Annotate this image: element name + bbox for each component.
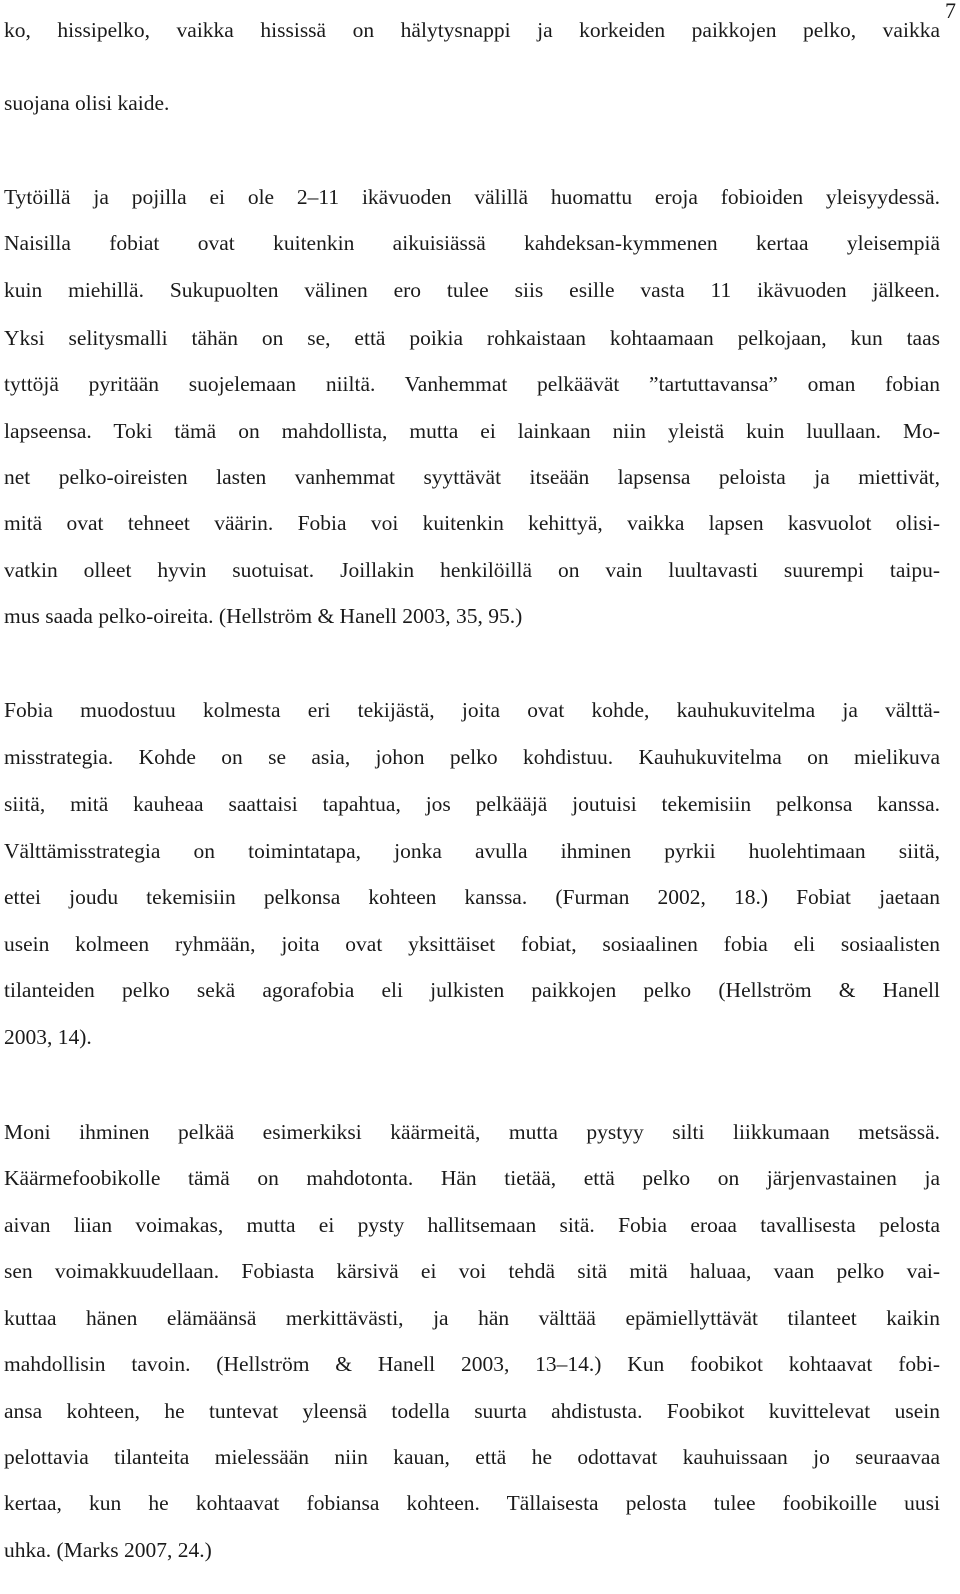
text-line: suojana olisi kaide. [4,91,170,115]
text-line: mus saada pelko-oireita. (Hellström & Hanell 2003, 35, 95.) [4,604,523,628]
text-line: Välttämisstrategia on toimintatapa, jonka avulla ihminen pyrkii huolehtimaan siitä, [4,839,940,863]
text-line: uhka. (Marks 2007, 24.) [4,1538,212,1562]
text-line: 2003, 14). [4,1025,92,1049]
text-line: mahdollisin tavoin. (Hellström & Hanell 2003, 13–14.) Kun foobikot kohtaavat fobi- [4,1352,940,1376]
text-line: vatkin olleet hyvin suotuisat. Joillakin henkilöillä on vain luultavasti suurempi taipu- [4,558,940,582]
text-line: aivan liian voimakas, mutta ei pysty hallitsemaan sitä. Fobia eroaa tavallisesta pelosta [4,1213,940,1237]
text-line: tyttöjä pyritään suojelemaan niiltä. Vanhemmat pelkäävät ”tartuttavansa” oman fobian [4,372,940,396]
text-line: misstrategia. Kohde on se asia, johon pelko kohdistuu. Kauhukuvitelma on mielikuva [4,745,940,769]
text-line: Tytöillä ja pojilla ei ole 2–11 ikävuoden välillä huomattu eroja fobioiden yleisyydessä. [4,185,940,209]
text-line: ettei joudu tekemisiin pelkonsa kohteen kanssa. (Furman 2002, 18.) Fobiat jaetaan [4,885,940,909]
text-line: Naisilla fobiat ovat kuitenkin aikuisiässä kahdeksan-kymmenen kertaa yleisempiä [4,231,940,255]
text-line: siitä, mitä kauheaa saattaisi tapahtua, jos pelkääjä joutuisi tekemisiin pelkonsa kanssa. [4,792,940,816]
text-line: ansa kohteen, he tuntevat yleensä todella suurta ahdistusta. Foobikot kuvittelevat usein [4,1399,940,1423]
text-line: lapseensa. Toki tämä on mahdollista, mutta ei lainkaan niin yleistä kuin luullaan. Mo- [4,419,940,443]
text-line: kertaa, kun he kohtaavat fobiansa kohteen. Tällaisesta pelosta tulee foobikoille uusi [4,1491,940,1515]
text-line: pelottavia tilanteita mielessään niin kauan, että he odottavat kauhuissaan jo seuraavaa [4,1445,940,1469]
text-line: Moni ihminen pelkää esimerkiksi käärmeitä, mutta pystyy silti liikkumaan metsässä. [4,1120,940,1144]
text-line: Yksi selitysmalli tähän on se, että poikia rohkaistaan kohtaamaan pelkojaan, kun taas [4,326,940,350]
text-line: net pelko-oireisten lasten vanhemmat syyttävät itseään lapsensa peloista ja miettivät, [4,465,940,489]
page-number: 7 [945,0,956,23]
text-line: usein kolmeen ryhmään, joita ovat yksittäiset fobiat, sosiaalinen fobia eli sosiaalisten [4,932,940,956]
text-line: Fobia muodostuu kolmesta eri tekijästä, joita ovat kohde, kauhukuvitelma ja välttä- [4,698,940,722]
text-line: kuttaa hänen elämäänsä merkittävästi, ja hän välttää epämiellyttävät tilanteet kaikin [4,1306,940,1330]
text-line: ko, hissipelko, vaikka hississä on hälytysnappi ja korkeiden paikkojen pelko, vaikka [4,18,940,42]
text-line: tilanteiden pelko sekä agorafobia eli julkisten paikkojen pelko (Hellström & Hanell [4,978,940,1002]
text-line: mitä ovat tehneet väärin. Fobia voi kuitenkin kehittyä, vaikka lapsen kasvuolot olisi- [4,511,940,535]
text-line: sen voimakkuudellaan. Fobiasta kärsivä ei voi tehdä sitä mitä haluaa, vaan pelko vai- [4,1259,940,1283]
text-line: Käärmefoobikolle tämä on mahdotonta. Hän tietää, että pelko on järjenvastainen ja [4,1166,940,1190]
text-line: kuin miehillä. Sukupuolten välinen ero tulee siis esille vasta 11 ikävuoden jälkeen. [4,278,940,302]
